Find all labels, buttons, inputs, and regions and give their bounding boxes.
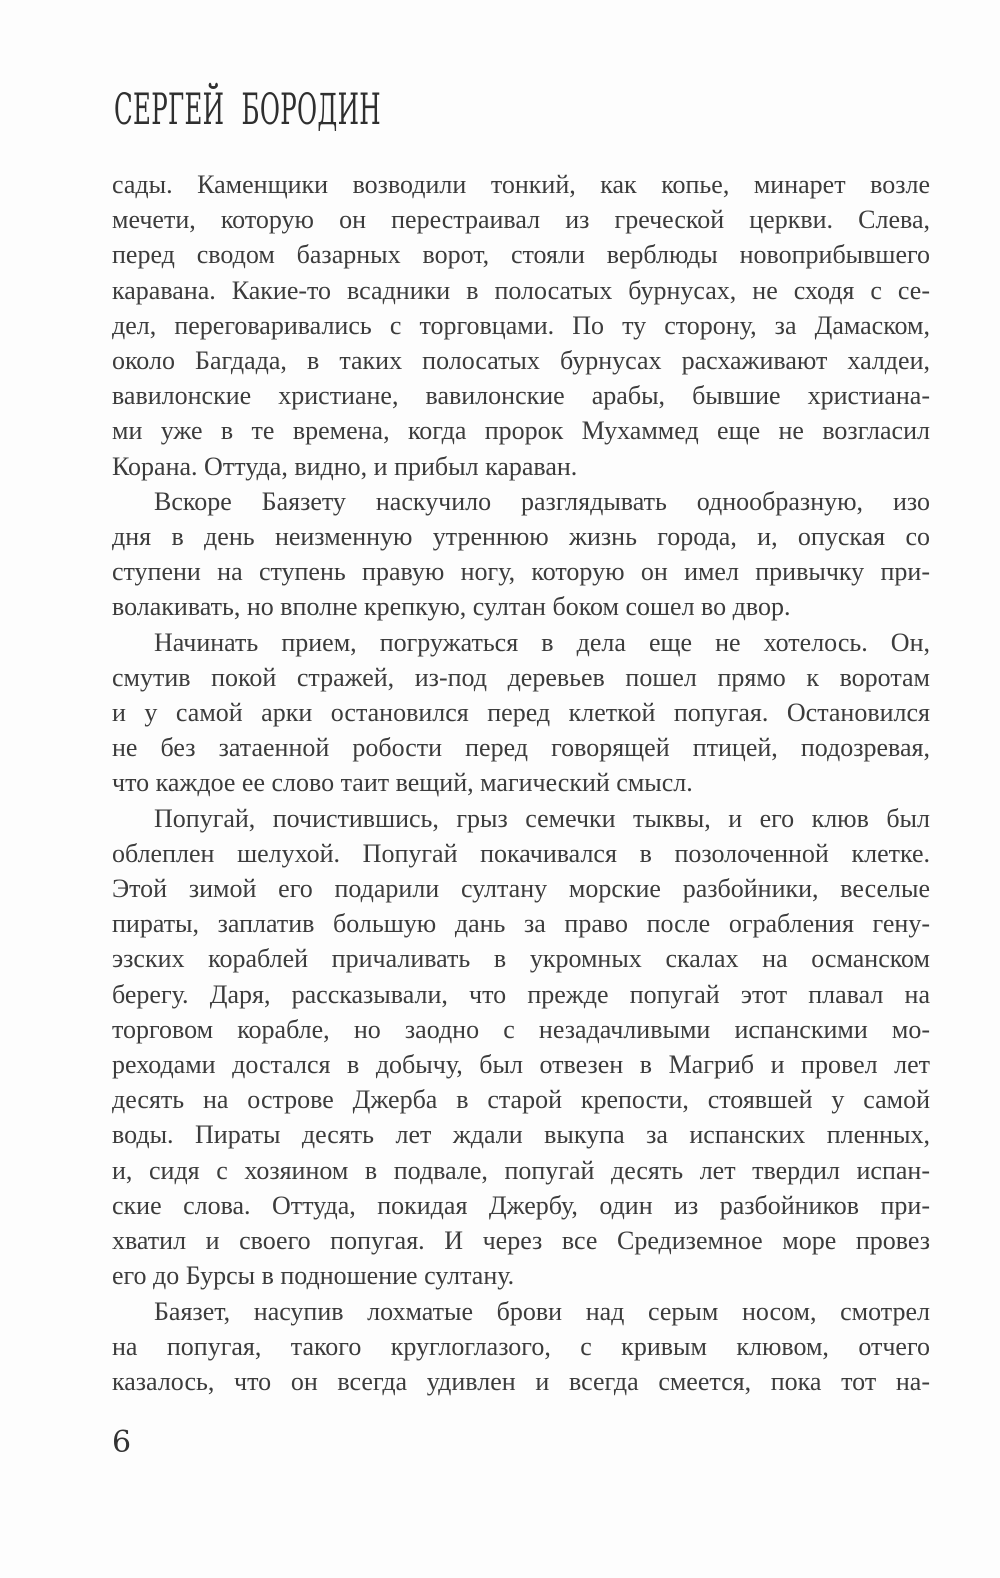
text-line: ми уже в те времена, когда пророк Мухаммед еще не возгласил xyxy=(112,416,930,446)
text-line: ские слова. Оттуда, покидая Джербу, один из разбойников при- xyxy=(112,1190,930,1220)
text-line: Этой зимой его подарили султану морские разбойники, веселые xyxy=(112,874,930,904)
text-line: вавилонские христиане, вавилонские арабы, бывшие христиана- xyxy=(112,381,930,411)
text-line: его до Бурсы в подношение султану. xyxy=(112,1261,515,1291)
running-header-author: СЕРГЕЙ БОРОДИН xyxy=(114,85,381,135)
text-line: и, сидя с хозяином в подвале, попугай десять лет твердил испан- xyxy=(112,1155,930,1185)
text-line: берегу. Даря, рассказывали, что прежде попугай этот плавал на xyxy=(112,979,930,1009)
text-line: сады. Каменщики возводили тонкий, как копье, минарет возле xyxy=(112,170,930,199)
text-line: казалось, что он всегда удивлен и всегда смеется, пока тот на- xyxy=(112,1366,930,1396)
text-line: дел, переговаривались с торговцами. По ту сторону, за Дамаском, xyxy=(112,310,930,340)
text-line: каравана. Какие-то всадники в полосатых бурнусах, не сходя с се- xyxy=(112,275,930,305)
text-line: Баязет, насупив лохматые брови над серым носом, смотрел xyxy=(154,1296,930,1326)
text-line: и у самой арки остановился перед клеткой попугая. Остановился xyxy=(112,698,930,728)
text-line: Начинать прием, погружаться в дела еще не хотелось. Он, xyxy=(154,627,930,657)
paragraph xyxy=(112,1294,930,1400)
text-line: ступени на ступень правую ногу, которую он имел привычку при- xyxy=(112,557,930,587)
text-line: облеплен шелухой. Попугай покачивался в позолоченной клетке. xyxy=(112,838,930,868)
text-line: не без затаенной робости перед говорящей птицей, подозревая, xyxy=(112,733,930,763)
text-line: пираты, заплатив большую дань за право после ограбления гену- xyxy=(112,909,930,939)
text-line: волакивать, но вполне крепкую, султан боком сошел во двор. xyxy=(112,592,791,622)
text-line: Попугай, почистившись, грыз семечки тыквы, и его клюв был xyxy=(154,803,930,833)
text-line: смутив покой стражей, из-под деревьев пошел прямо к воротам xyxy=(112,662,930,692)
text-line: около Багдада, в таких полосатых бурнусах расхаживают халдеи, xyxy=(112,346,930,376)
text-line: Корана. Оттуда, видно, и прибыл караван. xyxy=(112,451,578,481)
paragraph xyxy=(112,801,930,1294)
text-line: эзских кораблей причаливать в укромных скалах на османском xyxy=(112,944,930,974)
text-line: на попугая, такого круглоглазого, с кривым клювом, отчего xyxy=(112,1331,930,1361)
text-line: воды. Пираты десять лет ждали выкупа за испанских пленных, xyxy=(112,1120,930,1150)
text-line: дня в день неизменную утреннюю жизнь города, и, опуская со xyxy=(112,522,930,552)
text-line: перед сводом базарных ворот, стояли верблюды новоприбывшего xyxy=(112,240,930,270)
text-line: реходами достался в добычу, был отвезен в Магриб и провел лет xyxy=(112,1050,930,1080)
paragraph xyxy=(112,625,930,801)
text-line: хватил и своего попугая. И через все Средиземное море провез xyxy=(112,1226,930,1256)
text-line: торговом корабле, но заодно с незадачливыми испанскими мо- xyxy=(112,1014,930,1044)
text-line: Вскоре Баязету наскучило разглядывать однообразную, изо xyxy=(154,486,930,516)
text-line: мечети, которую он перестраивал из греческой церкви. Слева, xyxy=(112,205,930,235)
page-number: 6 xyxy=(112,1425,132,1460)
text-line: что каждое ее слово таит вещий, магический смысл. xyxy=(112,768,693,798)
body-text xyxy=(112,167,930,1399)
paragraph xyxy=(112,167,930,484)
text-line: десять на острове Джерба в старой крепости, стоявшей у самой xyxy=(112,1085,930,1115)
paragraph xyxy=(112,484,930,625)
